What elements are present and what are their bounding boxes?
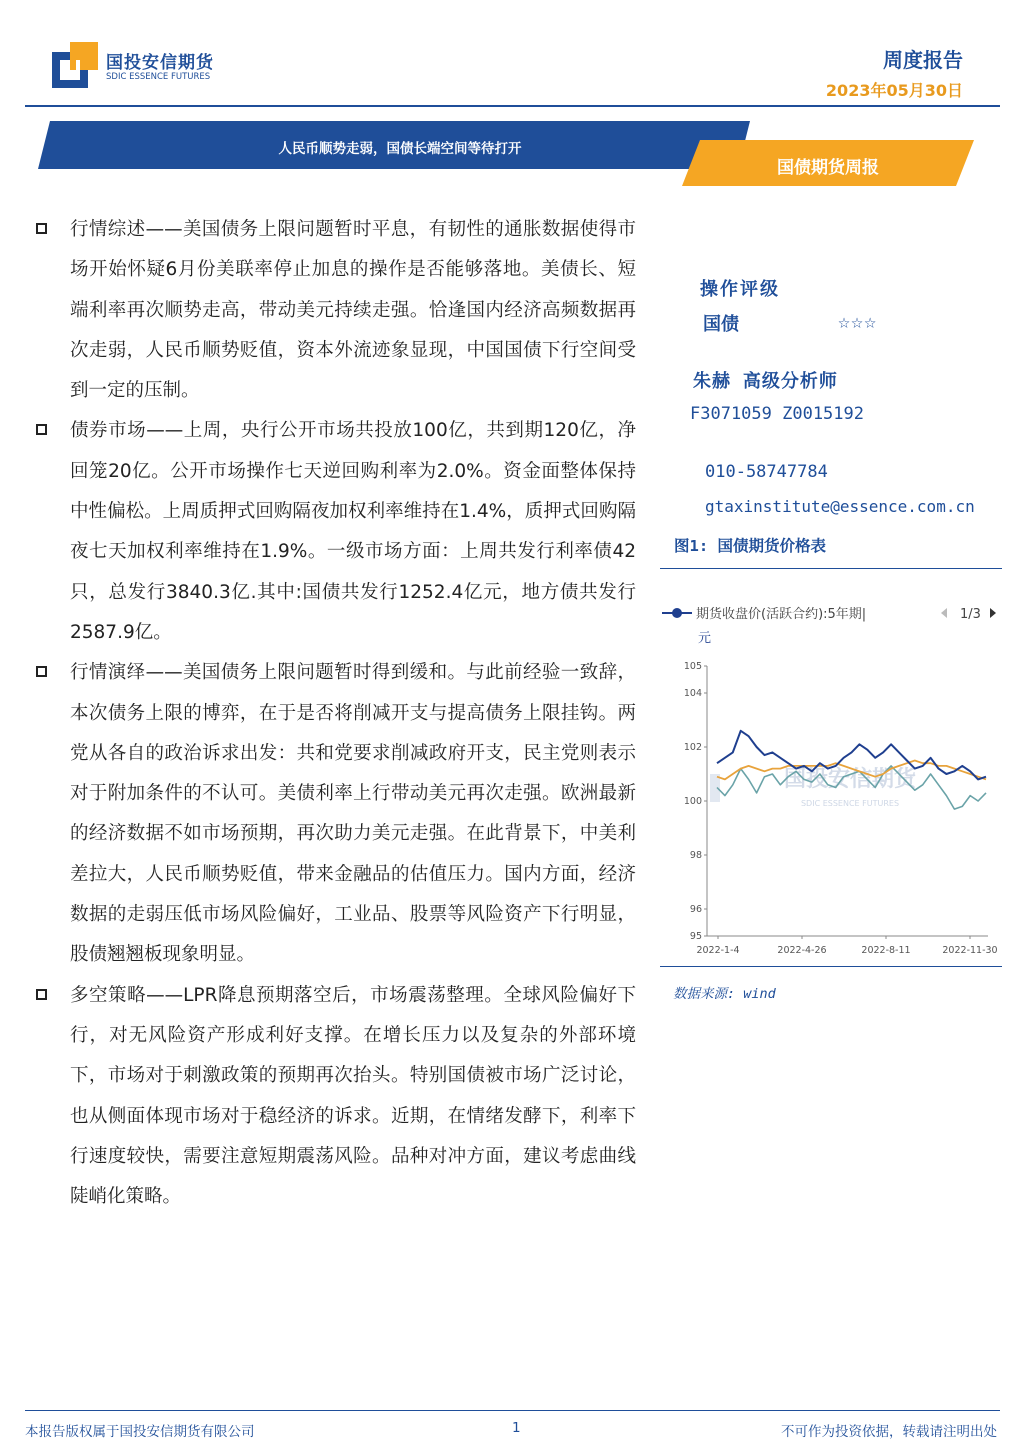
rating-label: 操作评级 — [700, 279, 780, 300]
y-tick-label: 98 — [689, 850, 702, 861]
report-date: 2023年05月30日 — [825, 81, 963, 100]
series-name: 国债期货周报 — [777, 158, 879, 178]
header-divider — [25, 105, 1000, 107]
paragraph-text: 行情综述——美国债务上限问题暂时平息，有韧性的通胀数据使得市场开始怀疑6月份美联率停止加息的操作是否能够落地。美债长、短端利率再次顺势走高，带动美元持续走强。恰逢国内经济高频数据再次走弱，人民币顺势贬值，资本外流迹象显现，中国国债下行空间受到一定的压制。 — [70, 219, 636, 402]
figure-rule-bottom — [660, 966, 1002, 967]
paragraph-market-summary — [36, 210, 636, 411]
rating-stars: ☆☆☆ — [838, 309, 878, 333]
report-body — [36, 210, 636, 1217]
data-source: 数据来源: wind — [673, 986, 776, 1002]
figure-rule-top — [660, 568, 1002, 569]
bullet-icon — [36, 424, 47, 435]
paragraph-bond-market — [36, 411, 636, 653]
futures-price-chart — [660, 596, 1006, 962]
legend-label: 期货收盘价(活跃合约):5年期| — [696, 607, 867, 622]
legend-prev-icon — [941, 608, 947, 618]
bullet-icon — [36, 666, 47, 677]
y-tick-label: 105 — [683, 661, 702, 672]
analyst-license: F3071059 Z0015192 — [690, 404, 864, 424]
analyst-name: 朱赫 高级分析师 — [693, 371, 838, 392]
bullet-icon — [36, 989, 47, 1000]
legend-marker — [672, 608, 682, 618]
logo-en-text: SDIC ESSENCE FUTURES — [106, 72, 211, 82]
footer-divider — [25, 1410, 1000, 1411]
x-tick-label: 2022-11-30 — [942, 945, 998, 956]
contact-email[interactable]: gtaxinstitute@essence.com.cn — [705, 497, 975, 516]
y-tick-label: 104 — [683, 688, 702, 699]
page-number: 1 — [512, 1420, 521, 1436]
company-logo — [52, 42, 232, 90]
footer-copyright: 本报告版权属于国投安信期货有限公司 — [25, 1424, 255, 1440]
x-tick-label: 2022-8-11 — [861, 945, 911, 956]
paragraph-strategy — [36, 976, 636, 1218]
contact-phone: 010-58747784 — [705, 462, 828, 482]
paragraph-market-evolution — [36, 653, 636, 975]
rating-item: 国债 — [703, 314, 739, 335]
headline-text: 人民币顺势走弱，国债长端空间等待打开 — [278, 141, 522, 157]
unit-label: 元 — [698, 631, 712, 646]
y-tick-label: 100 — [683, 796, 702, 807]
report-type: 周度报告 — [883, 48, 963, 72]
chart-watermark-en: SDIC ESSENCE FUTURES — [800, 799, 900, 808]
legend-page: 1/3 — [960, 607, 981, 622]
figure-title: 图1: 国债期货价格表 — [674, 537, 826, 555]
paragraph-text: 多空策略——LPR降息预期落空后，市场震荡整理。全球风险偏好下行，对无风险资产形成利好支撑。在增长压力以及复杂的外部环境下，市场对于刺激政策的预期再次抬头。特别国债被市场广泛讨论，也从侧面体现市场对于稳经济的诉求。近期，在情绪发酵下，利率下行速度较快，需要注意短期震荡风险。品种对冲方面，建议考虑曲线陡峭化策略。 — [70, 984, 636, 1208]
y-tick-label: 96 — [689, 904, 702, 915]
y-tick-label: 102 — [683, 742, 702, 753]
bullet-icon — [36, 223, 47, 234]
chart-watermark: 国投安信期货 — [783, 767, 917, 792]
x-tick-label: 2022-4-26 — [777, 945, 827, 956]
legend-next-icon — [990, 608, 996, 618]
paragraph-text: 行情演绎——美国债务上限问题暂时得到缓和。与此前经验一致辞，本次债务上限的博弈，在于是否将削减开支与提高债务上限挂钩。两党从各自的政治诉求出发：共和党要求削减政府开支，民主党则表示对于附加条件的不认可。美债利率上行带动美元再次走强。欧洲最新的经济数据不如市场预期，再次助力美元走强。在此背景下，中美利差拉大，人民币顺势贬值，带来金融品的估值压力。国内方面，经济数据的走弱压低市场风险偏好，工业品、股票等风险资产下行明显，股债翘翘板现象明显。 — [70, 662, 636, 966]
logo-cn-text: 国投安信期货 — [106, 53, 214, 73]
paragraph-text: 债券市场——上周，央行公开市场共投放100亿，共到期120亿，净回笼20亿。公开市场操作七天逆回购利率为2.0%。资金面整体保持中性偏松。上周质押式回购隔夜加权利率维持在1.4%，质押式回购隔夜七天加权利率维持在1.9%。一级市场方面：上周共发行利率债42只，总发行3840.3亿.其中:国债共发行1252.4亿元，地方债共发行2587.9亿。 — [70, 420, 636, 643]
footer-disclaimer: 不可作为投资依据，转载请注明出处 — [781, 1424, 997, 1440]
y-tick-label: 95 — [689, 931, 702, 942]
logo-mark-icon — [52, 42, 98, 88]
x-tick-label: 2022-1-4 — [696, 945, 740, 956]
